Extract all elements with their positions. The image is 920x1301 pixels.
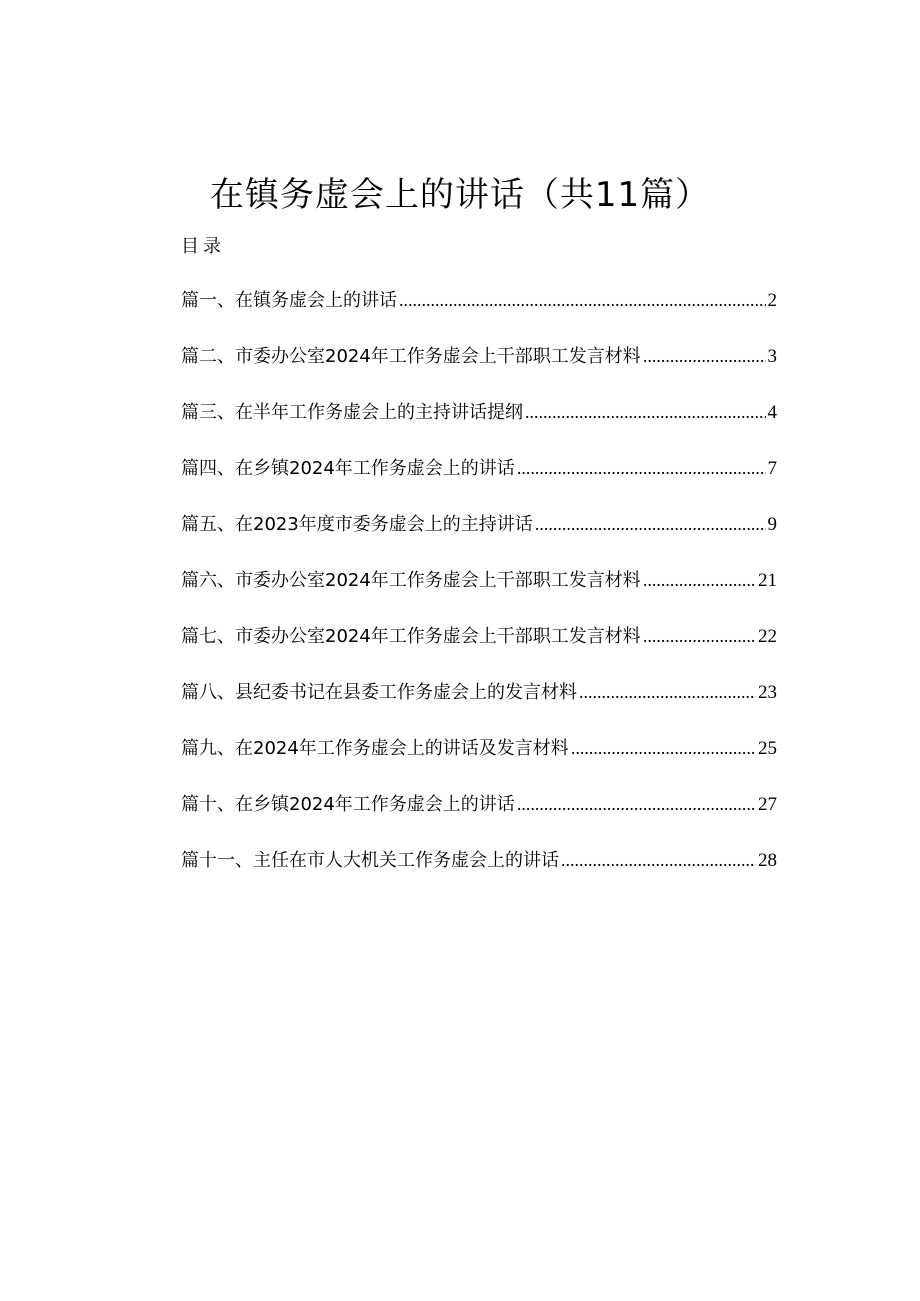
toc-leader-dots: [517, 454, 766, 482]
toc-leader-dots: [399, 286, 766, 314]
toc-page-number: 23: [758, 682, 777, 703]
toc-entry-title: 篇六、市委办公室2024年工作务虚会上干部职工发言材料: [181, 570, 641, 591]
toc-leader-dots: [571, 734, 756, 762]
toc-entry-title: 篇十一、主任在市人大机关工作务虚会上的讲话: [181, 850, 559, 871]
toc-entry[interactable]: [181, 510, 777, 566]
toc-entry[interactable]: [181, 286, 777, 342]
toc-entry[interactable]: [181, 734, 777, 790]
toc-leader-dots: [643, 566, 756, 594]
toc-entry-title: 篇五、在2023年度市委务虚会上的主持讲话: [181, 514, 533, 535]
toc-page-number: 22: [758, 626, 777, 647]
toc-entry-title: 篇八、县纪委书记在县委工作务虚会上的发言材料: [181, 682, 577, 703]
toc-entry[interactable]: [181, 454, 777, 510]
table-of-contents: [181, 286, 777, 902]
toc-entry-title: 篇七、市委办公室2024年工作务虚会上干部职工发言材料: [181, 626, 641, 647]
toc-entry[interactable]: [181, 398, 777, 454]
toc-page-number: 28: [758, 850, 777, 871]
toc-leader-dots: [561, 846, 756, 874]
toc-entry[interactable]: [181, 790, 777, 846]
toc-entry-title: 篇三、在半年工作务虚会上的主持讲话提纲: [181, 402, 523, 423]
toc-page-number: 21: [758, 570, 777, 591]
document-title: 在镇务虚会上的讲话（共11篇）: [209, 174, 711, 215]
toc-leader-dots: [525, 398, 766, 426]
toc-entry-title: 篇二、市委办公室2024年工作务虚会上干部职工发言材料: [181, 346, 641, 367]
toc-page-number: 25: [758, 738, 777, 759]
toc-entry-title: 篇九、在2024年工作务虚会上的讲话及发言材料: [181, 738, 569, 759]
toc-page-number: 2: [767, 290, 777, 311]
toc-page-number: 9: [767, 514, 777, 535]
toc-page-number: 27: [758, 794, 777, 815]
toc-entry-title: 篇十、在乡镇2024年工作务虚会上的讲话: [181, 794, 515, 815]
toc-leader-dots: [517, 790, 756, 818]
toc-entry[interactable]: [181, 678, 777, 734]
toc-entry[interactable]: [181, 622, 777, 678]
toc-leader-dots: [643, 342, 766, 370]
toc-heading: 目录: [181, 236, 225, 257]
toc-page-number: 4: [767, 402, 777, 423]
toc-leader-dots: [579, 678, 756, 706]
toc-entry[interactable]: [181, 342, 777, 398]
toc-page-number: 3: [767, 346, 777, 367]
toc-leader-dots: [535, 510, 766, 538]
toc-entry[interactable]: [181, 846, 777, 902]
toc-leader-dots: [643, 622, 756, 650]
toc-entry[interactable]: [181, 566, 777, 622]
toc-entry-title: 篇一、在镇务虚会上的讲话: [181, 290, 397, 311]
toc-entry-title: 篇四、在乡镇2024年工作务虚会上的讲话: [181, 458, 515, 479]
toc-page-number: 7: [767, 458, 777, 479]
